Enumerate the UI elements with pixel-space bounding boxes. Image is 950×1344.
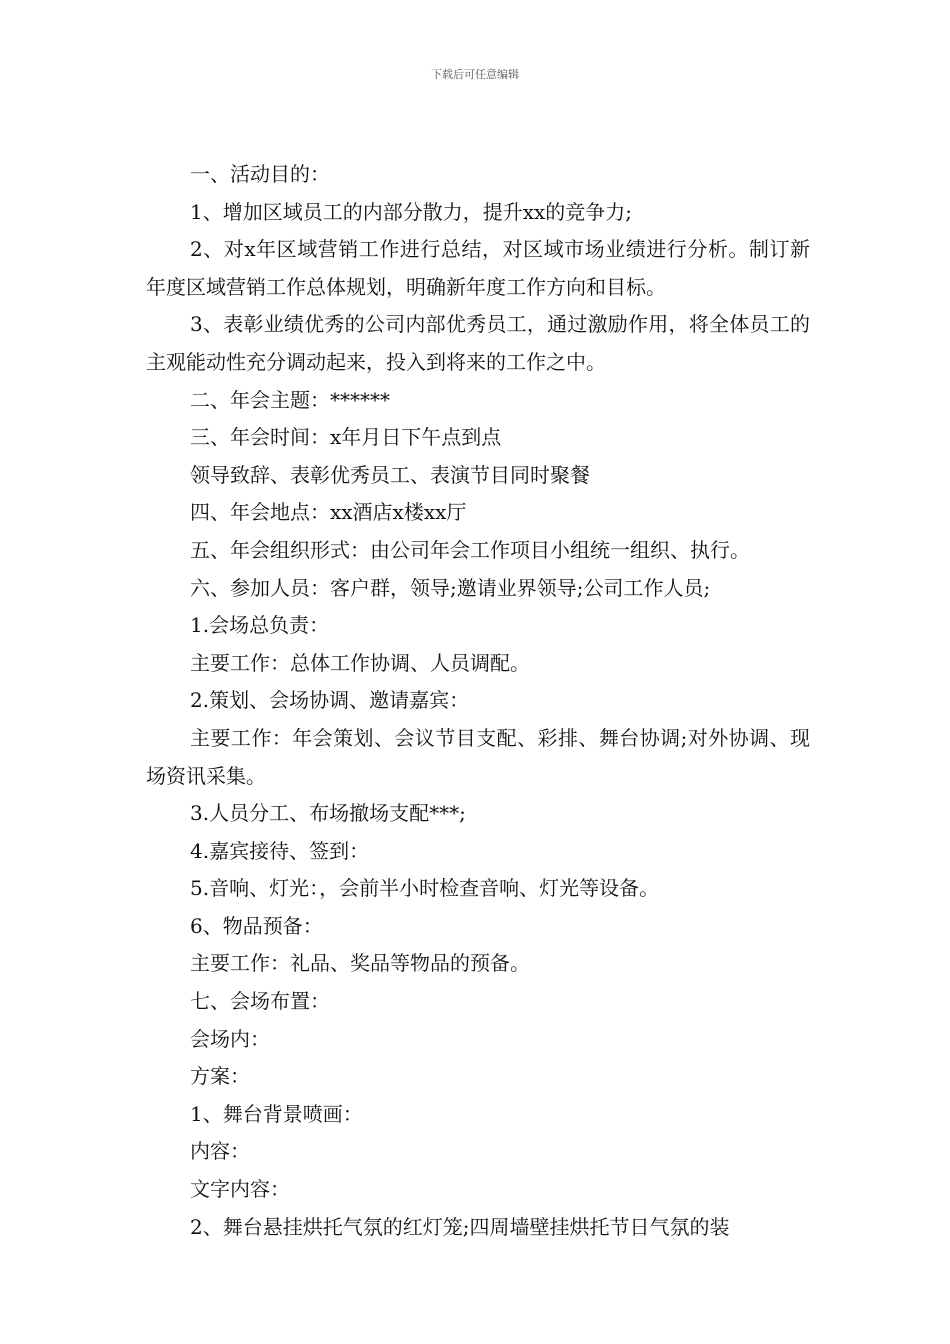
text-content-label: 文字内容： [190, 1177, 290, 1202]
item-planning-duties: 主要工作：年会策划、会议节目支配、彩排、舞台协调;对外协调、现场资讯采集。 [146, 725, 810, 788]
heading-theme: 二、年会主题：****** [190, 387, 390, 412]
item-supplies: 6、物品预备： [190, 913, 323, 938]
heading-venue: 四、年会地点：xx酒店x楼xx厅 [190, 500, 467, 525]
venue-inside: 会场内： [190, 1026, 270, 1051]
stage-backdrop: 1、舞台背景喷画： [190, 1101, 363, 1126]
heading-time: 三、年会时间：x年月日下午点到点 [190, 425, 502, 450]
heading-activity-purpose: 一、活动目的： [190, 162, 330, 186]
item-reception: 4.嘉宾接待、签到： [190, 838, 370, 863]
paragraph-1: 1、增加区域员工的内部分散力，提升xx的竞争力; [190, 199, 633, 224]
paragraph-2: 2、对x年区域营销工作进行总结，对区域市场业绩进行分析。制订新年度区域营销工作总体规划，明确新年度工作方向和目标。 [146, 237, 810, 299]
stage-decoration: 2、舞台悬挂烘托气氛的红灯笼;四周墙壁挂烘托节日气氛的装 [190, 1214, 730, 1239]
item-venue-lead-duties: 主要工作：总体工作协调、人员调配。 [190, 650, 530, 675]
item-planning: 2.策划、会场协调、邀请嘉宾： [190, 688, 470, 713]
plan-label: 方案： [190, 1064, 250, 1089]
item-staffing: 3.人员分工、布场撤场支配***; [190, 801, 466, 826]
heading-venue-layout: 七、会场布置： [190, 989, 330, 1014]
schedule-text: 领导致辞、表彰优秀员工、表演节目同时聚餐 [190, 462, 590, 487]
document-body [146, 156, 810, 1246]
paragraph-3: 3、表彰业绩优秀的公司内部优秀员工，通过激励作用，将全体员工的主观能动性充分调动起来，投入到将来的工作之中。 [146, 312, 810, 374]
page-header: 下载后可任意编辑 [431, 68, 519, 81]
heading-participants: 六、参加人员：客户群，领导;邀请业界领导;公司工作人员; [190, 575, 711, 600]
content-label: 内容： [190, 1139, 250, 1164]
heading-format: 五、年会组织形式：由公司年会工作项目小组统一组织、执行。 [190, 537, 750, 562]
item-audio-lighting: 5.音响、灯光：，会前半小时检查音响、灯光等设备。 [190, 876, 660, 901]
item-supplies-duties: 主要工作：礼品、奖品等物品的预备。 [190, 951, 530, 976]
item-venue-lead: 1.会场总负责： [190, 613, 330, 638]
